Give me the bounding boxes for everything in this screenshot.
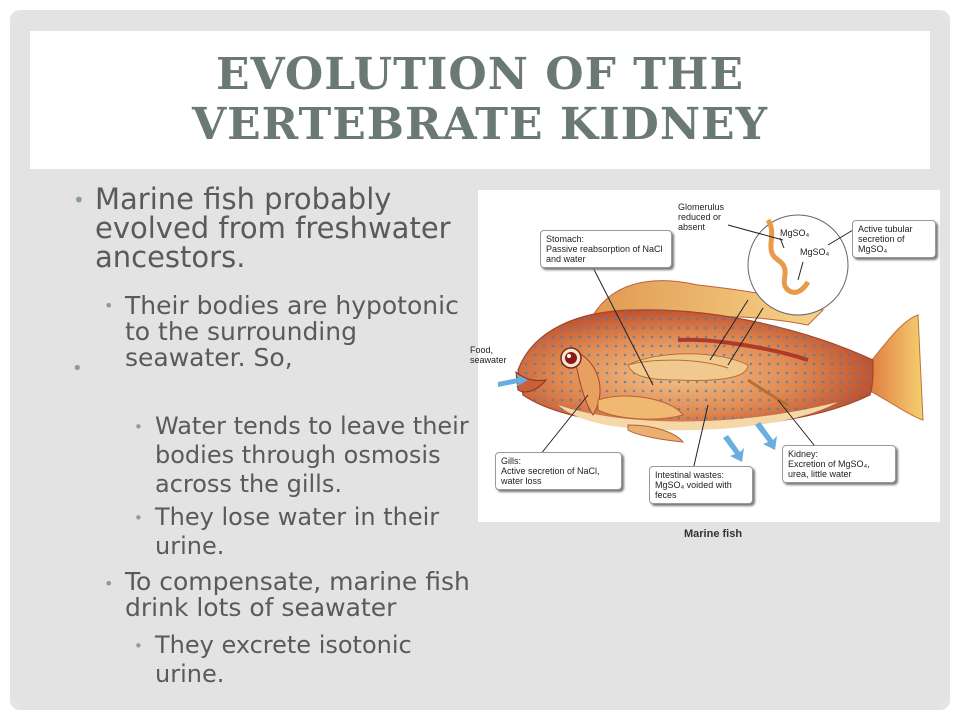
glomerulus-label: Glomerulus reduced or absent (678, 202, 725, 232)
bullet-level3-c: They excrete isotonic urine. (155, 631, 412, 688)
intestinal-box (649, 466, 753, 504)
intestinal-text: MgSO₄ voided with feces (655, 480, 732, 500)
bullet-dot-2: • (104, 296, 114, 315)
gills-box (495, 452, 622, 490)
food-seawater-label: Food, seawater (470, 345, 507, 365)
bullet-level2-b: To compensate, marine fish drink lots of seawater (125, 567, 470, 622)
bullet-level2-a: Their bodies are hypotonic to the surrounding seawater. So, (125, 291, 459, 372)
active-tubular-box (852, 220, 936, 258)
kidney-box (782, 445, 896, 483)
bullet-dot-3: • (134, 418, 143, 436)
figure-caption: Marine fish (684, 528, 743, 540)
bullet-dot-5: • (104, 574, 114, 593)
gills-text: Active secretion of NaCl, water loss (501, 466, 600, 486)
bullet-dot-1: • (73, 188, 85, 212)
stomach-box (540, 230, 672, 268)
bullet-dot-4: • (134, 509, 143, 527)
stomach-text: Passive reabsorption of NaCl and water (546, 244, 663, 264)
bullet-level3-b: They lose water in their urine. (155, 503, 440, 560)
title-inner (40, 39, 920, 161)
title-box (30, 31, 930, 169)
intestinal-title: Intestinal wastes: (655, 470, 725, 480)
gills-title: Gills: (501, 456, 521, 466)
marine-fish-figure (478, 190, 940, 522)
bullet-dot: • (72, 358, 83, 379)
mgso4-label-b: MgSO₄ (800, 247, 830, 257)
stomach-title: Stomach: (546, 234, 585, 244)
bullet-level3-a: Water tends to leave their bodies through osmosis across the gills. (155, 412, 469, 498)
slide-title: EVOLUTION OF THE VERTEBRATE KIDNEY (192, 49, 768, 150)
kidney-title: Kidney: (788, 449, 819, 459)
active-tubular-text: Active tubular secretion of MgSO₄ (858, 224, 913, 254)
mgso4-label-a: MgSO₄ (780, 228, 810, 238)
bullet-dot-6: • (134, 637, 143, 655)
kidney-text: Excretion of MgSO₄, urea, little water (788, 459, 870, 479)
bullet-level1: Marine fish probably evolved from freshwater ancestors. (95, 182, 451, 274)
